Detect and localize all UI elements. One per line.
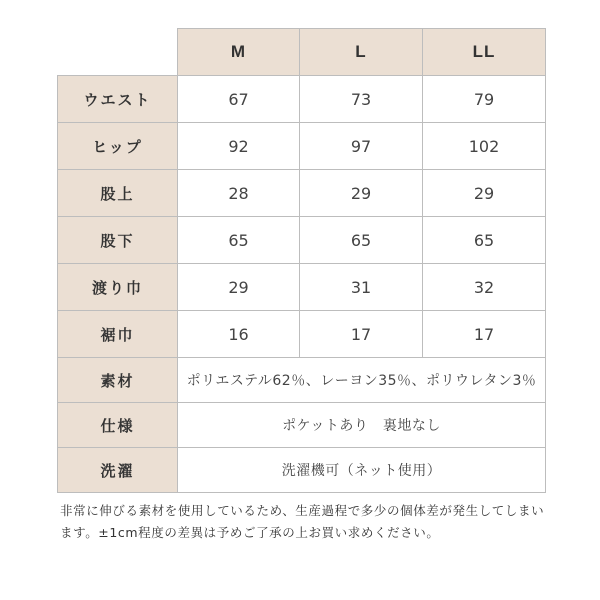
- table-row: [58, 217, 546, 264]
- row-label-thigh: 渡り巾: [58, 264, 178, 311]
- cell-thigh-l: 31: [300, 264, 423, 311]
- row-label-material: 素材: [58, 358, 178, 403]
- row-label-hip: ヒップ: [58, 123, 178, 170]
- row-label-waist: ウエスト: [58, 76, 178, 123]
- row-label-hem: 裾巾: [58, 311, 178, 358]
- cell-rise-m: 28: [178, 170, 300, 217]
- row-label-rise: 股上: [58, 170, 178, 217]
- cell-spec: ポケットあり 裏地なし: [178, 403, 546, 448]
- table-row: [58, 123, 546, 170]
- row-label-inseam: 股下: [58, 217, 178, 264]
- column-header-m: M: [178, 29, 300, 76]
- cell-hem-ll: 17: [423, 311, 546, 358]
- cell-hip-ll: 102: [423, 123, 546, 170]
- table-row: [58, 448, 546, 493]
- cell-thigh-ll: 32: [423, 264, 546, 311]
- disclaimer-note: 非常に伸びる素材を使用しているため、生産過程で多少の個体差が発生してしまいます。±1cm程度の差異は予めご了承の上お買い求めください。: [60, 503, 545, 540]
- corner-cell: [58, 29, 178, 76]
- cell-waist-l: 73: [300, 76, 423, 123]
- table-row: [58, 403, 546, 448]
- cell-hip-m: 92: [178, 123, 300, 170]
- cell-washing: 洗濯機可（ネット使用）: [178, 448, 546, 493]
- cell-hem-l: 17: [300, 311, 423, 358]
- table-row: [58, 358, 546, 403]
- cell-inseam-ll: 65: [423, 217, 546, 264]
- cell-rise-l: 29: [300, 170, 423, 217]
- column-header-ll: LL: [423, 29, 546, 76]
- header-row: [58, 29, 546, 76]
- cell-rise-ll: 29: [423, 170, 546, 217]
- cell-hem-m: 16: [178, 311, 300, 358]
- cell-waist-m: 67: [178, 76, 300, 123]
- cell-material: ポリエステル62％、レーヨン35％、ポリウレタン3％: [178, 358, 546, 403]
- cell-inseam-l: 65: [300, 217, 423, 264]
- table-row: [58, 76, 546, 123]
- cell-thigh-m: 29: [178, 264, 300, 311]
- cell-hip-l: 97: [300, 123, 423, 170]
- column-header-l: L: [300, 29, 423, 76]
- size-table: [57, 28, 546, 493]
- row-label-spec: 仕様: [58, 403, 178, 448]
- table-row: [58, 264, 546, 311]
- cell-waist-ll: 79: [423, 76, 546, 123]
- cell-inseam-m: 65: [178, 217, 300, 264]
- row-label-washing: 洗濯: [58, 448, 178, 493]
- table-row: [58, 311, 546, 358]
- table-row: [58, 170, 546, 217]
